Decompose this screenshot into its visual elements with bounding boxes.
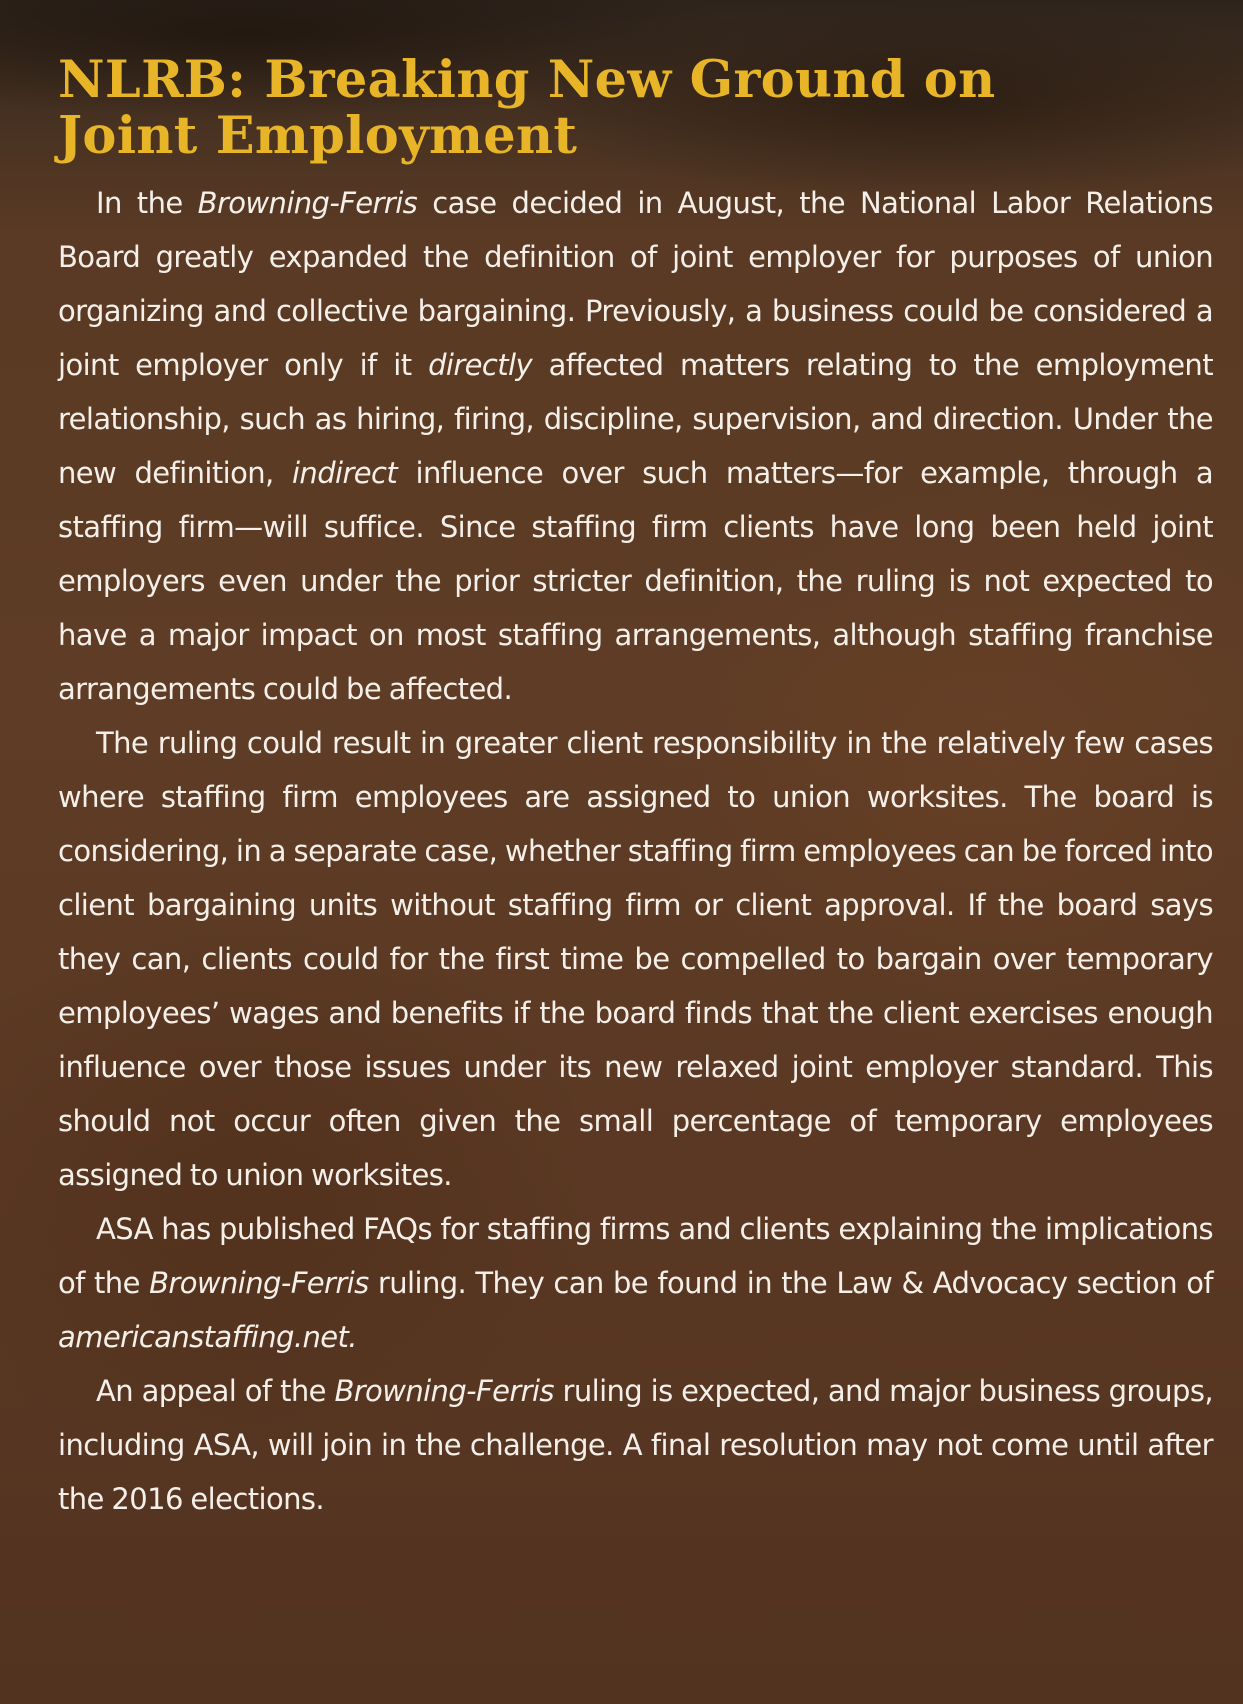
text-run: case decided in August, the National Labor Relations Board greatly expanded the definition of joint employer for purposes of union organizing and collective bargaining. Previously, a business could be considered a joint employer only if it <box>58 186 1213 382</box>
paragraph <box>58 716 1213 1202</box>
italic-text: Browning-Ferris <box>197 186 418 220</box>
text-run: An appeal of the <box>96 1374 335 1408</box>
text-run: The ruling could result in greater client responsibility in the relatively few cases where staffing firm employees are assigned to union worksites. The board is considering, in a separate case, whether staffing firm employees can be forced into client bargaining units without staffing firm or client approval. If the board says they can, clients could for the first time be compelled to bargain over temporary employees’ wages and benefits if the board finds that the client exercises enough influence over those issues under its new relaxed joint employer standard. This should not occur often given the small percentage of temporary employees assigned to union worksites. <box>58 726 1213 1192</box>
italic-text: Browning-Ferris <box>149 1266 369 1300</box>
text-run: ASA has published FAQs for staffing firms and clients explaining the implications of the <box>58 1212 1213 1300</box>
article-title-line-1: NLRB: Breaking New Ground on <box>58 50 996 110</box>
paragraph <box>58 1364 1213 1526</box>
text-run: In the <box>96 186 198 220</box>
text-run: affected matters relating to the employment relationship, such as hiring, firing, discipline, supervision, and direction. Under the new definition, <box>58 348 1213 490</box>
text-run: ruling is expected, and major business groups, including ASA, will join in the challenge. A final resolution may not come until after the 2016 elections. <box>58 1374 1213 1516</box>
text-run: ruling. They can be found in the Law & Advocacy section of <box>368 1266 1214 1300</box>
article-body <box>58 176 1213 1526</box>
paragraph <box>58 176 1213 716</box>
italic-text: indirect <box>291 456 398 490</box>
italic-text: directly <box>428 348 533 382</box>
italic-text: Browning-Ferris <box>334 1374 554 1408</box>
article-panel <box>58 52 1213 1526</box>
italic-text: americanstaffing.net. <box>58 1320 357 1354</box>
paragraph <box>58 1202 1213 1364</box>
article-title <box>58 52 1213 164</box>
article-title-line-2: Joint Employment <box>58 106 578 166</box>
text-run: influence over such matters—for example, through a staffing firm—will suffice. Since staffing firm clients have long been held joint employers even under the prior stricter definition, the ruling is not expected to have a major impact on most staffing arrangements, although staffing franchise arrangements could be affected. <box>58 456 1213 706</box>
